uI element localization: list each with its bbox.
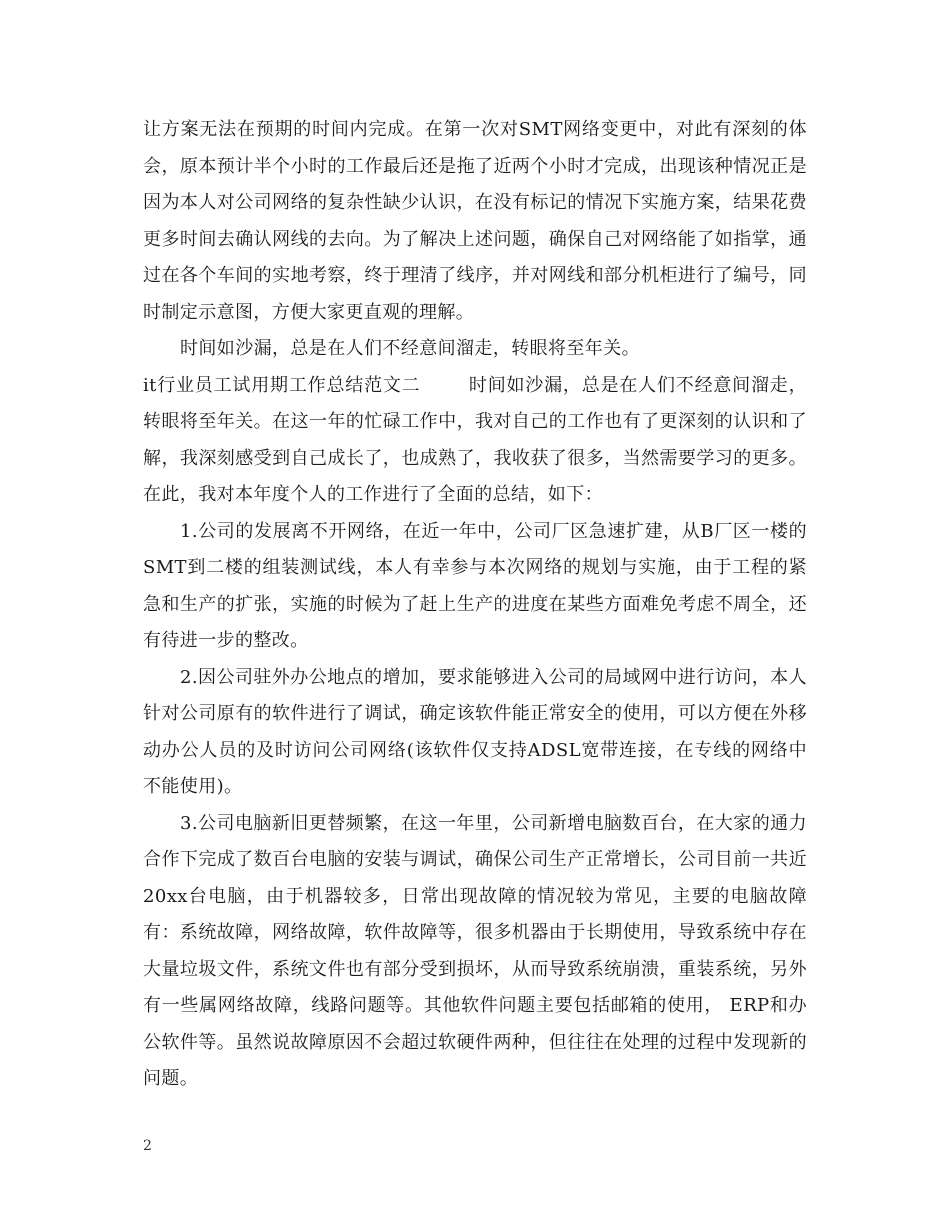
list-item-2: 2.因公司驻外办公地点的增加，要求能够进入公司的局域网中进行访问，本人针对公司原有的软件进行了调试，确定该软件能正常安全的使用，可以方便在外移动办公人员的及时访问公司网络(该软件仅支持ADSL宽带连接，在专线的网络中不能使用)。	[143, 666, 807, 797]
list-item-3: 3.公司电脑新旧更替频繁，在这一年里，公司新增电脑数百台，在大家的通力合作下完成了数百台电脑的安装与调试，确保公司生产正常增长，公司目前一共近20xx台电脑，由于机器较多，日常出现故障的情况较为常见，主要的电脑故障有：系统故障，网络故障，软件故障等，很多机器由于长期使用，导致系统中存在大量垃圾文件，系统文件也有部分受到损坏，从而导致系统崩溃，重装系统，另外有一些属网络故障，线路问题等。其他软件问题主要包括邮箱的使用， ERP和办公软件等。虽然说故障原因不会超过软硬件两种，但往往在处理的过程中发现新的问题。	[143, 812, 807, 1089]
page-number: 2	[143, 1138, 152, 1154]
section-intro-text: 时间如沙漏，总是在人们不经意间溜走，转眼将至年关。在这一年的忙碌工作中，我对自己的工作也有了更深刻的认识和了解，我深刻感受到自己成长了，也成熟了，我收获了很多，当然需要学习的更多。在此，我对本年度个人的工作进行了全面的总结，如下：	[143, 374, 807, 505]
section-title: it行业员工试用期工作总结范文二	[143, 374, 421, 396]
paragraph-time-passing: 时间如沙漏，总是在人们不经意间溜走，转眼将至年关。	[180, 338, 640, 359]
list-item-1: 1.公司的发展离不开网络，在近一年中，公司厂区急速扩建，从B厂区一楼的SMT到二楼的组装测试线，本人有幸参与本次网络的规划与实施，由于工程的紧急和生产的扩张，实施的时候为了赶上生产的进度在某些方面难免考虑不周全，还有待进一步的整改。	[143, 520, 807, 651]
paragraph-continued: 让方案无法在预期的时间内完成。在第一次对SMT网络变更中，对此有深刻的体会，原本预计半个小时的工作最后还是拖了近两个小时才完成，出现该种情况正是因为本人对公司网络的复杂性缺少认识，在没有标记的情况下实施方案，结果花费更多时间去确认网线的去向。为了解决上述问题，确保自己对网络能了如指掌，通过在各个车间的实地考察，终于理清了线序，并对网线和部分机柜进行了编号，同时制定示意图，方便大家更直观的理解。	[143, 119, 807, 323]
paragraph-section-two	[143, 368, 807, 514]
document-body	[143, 112, 807, 1098]
